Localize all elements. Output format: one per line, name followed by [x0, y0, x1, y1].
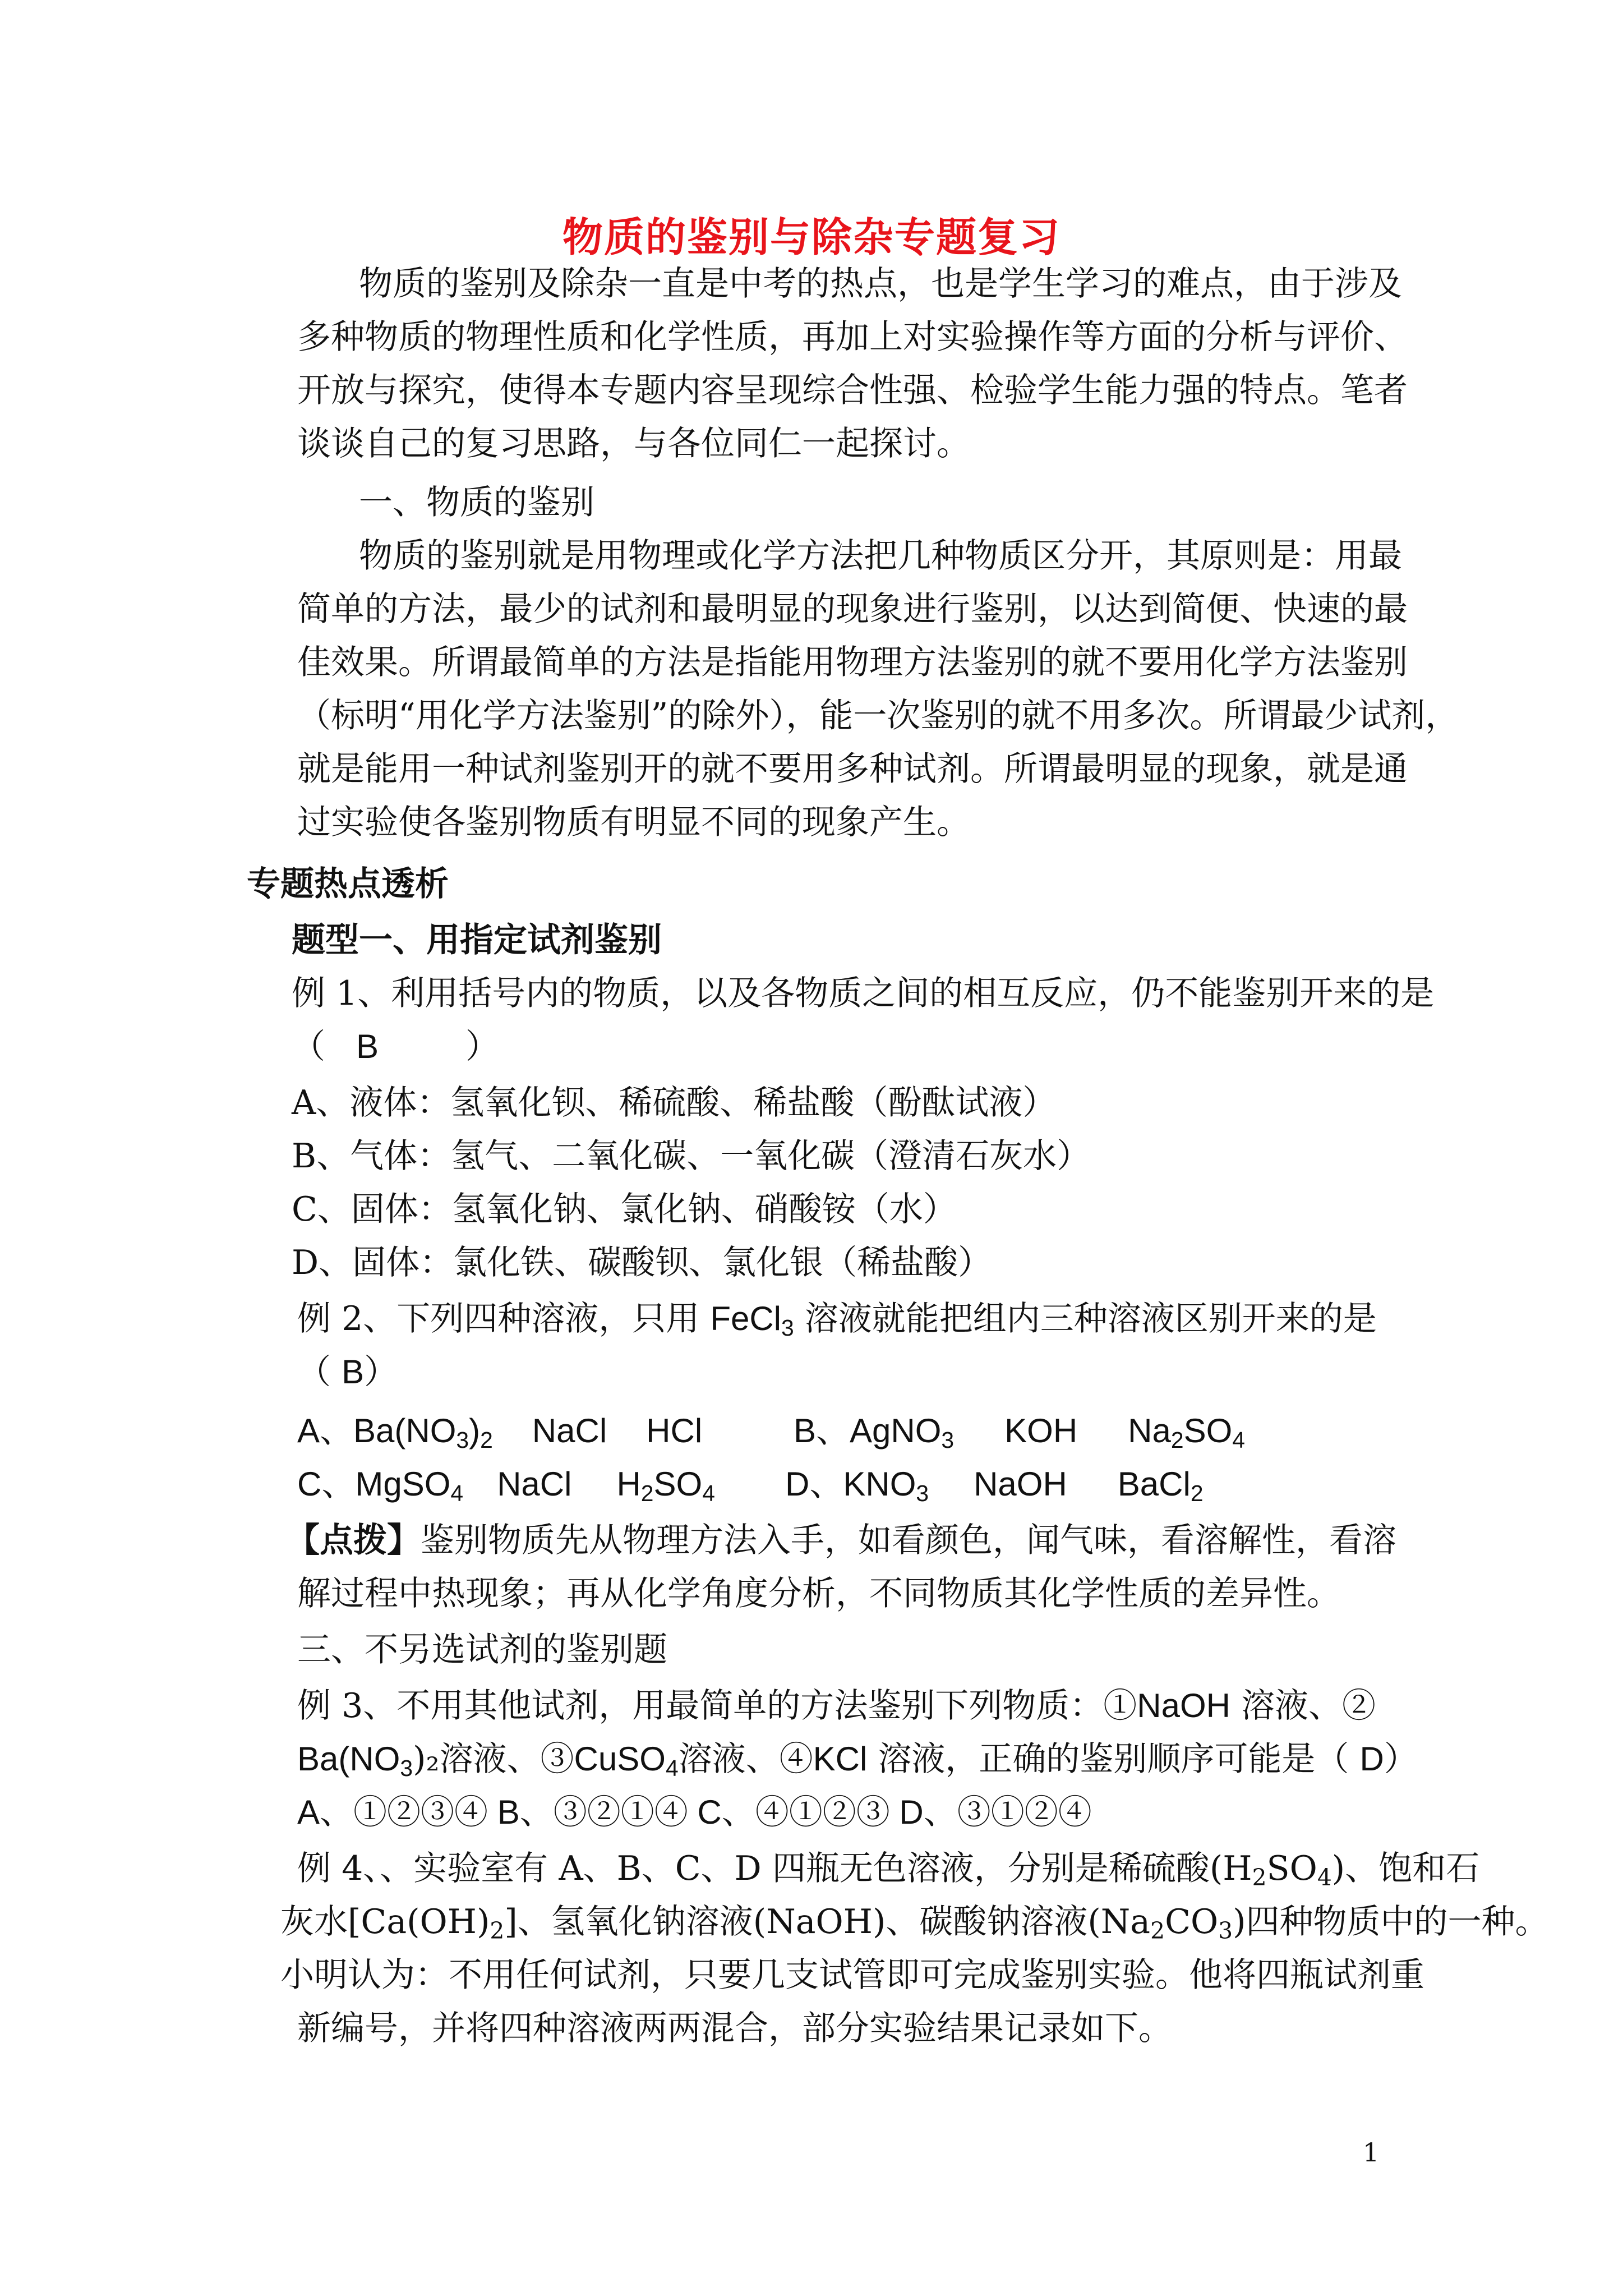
example-2-option-a: A、$Ba(NO_3)_2$ NaCl HCl — [297, 1412, 703, 1453]
question-type-1-heading: 题型一、用指定试剂鉴别 — [292, 921, 662, 960]
section1-line-3: 佳效果。所谓最简单的方法是指能用物理方法鉴别的就不要用化学方法鉴别 — [297, 643, 1408, 682]
example-1-answer: （ B ） — [292, 1027, 499, 1066]
intro-line-3: 开放与探究，使得本专题内容呈现综合性强、检验学生能力强的特点。笔者 — [297, 371, 1408, 410]
hotspot-heading: 专题热点透析 — [247, 864, 449, 904]
example-1-answer-letter: B — [356, 1028, 379, 1065]
section-heading-1: 一、物质的鉴别 — [359, 483, 594, 522]
example-3-options: A、①②③④ B、③②①④ C、④①②③ D、③①②④ — [297, 1793, 1092, 1831]
example-2-option-c: C、MgSO$_4$ NaCl $H_2SO_4$ — [297, 1465, 715, 1507]
example-2-answer: （ B） — [297, 1352, 398, 1392]
intro-line-2: 多种物质的物理性质和化学性质，再加上对实验操作等方面的分析与评价、 — [297, 318, 1408, 357]
example-1-question: 例 1、利用括号内的物质，以及各物质之间的相互反应，仍不能鉴别开来的是 — [292, 974, 1435, 1013]
example-1-option-c: C、固体：氢氧化钠、氯化钠、硝酸铵（水） — [292, 1190, 957, 1229]
example-2-option-d: D、$KNO_3$ NaOH BaCl$_2$ — [785, 1465, 1204, 1507]
tip-line-1: 【点拨】鉴别物质先从物理方法入手，如看颜色，闻气味，看溶解性，看溶 — [286, 1521, 1396, 1560]
example-4-line-3: 小明认为：不用任何试剂，只要几支试管即可完成鉴别实验。他将四瓶试剂重 — [280, 1955, 1424, 1995]
section1-line-5: 就是能用一种试剂鉴别开的就不要用多种试剂。所谓最明显的现象，就是通 — [297, 749, 1408, 789]
example-1-option-a: A、液体：氢氧化钡、稀硫酸、稀盐酸（酚酞试液） — [292, 1083, 1057, 1122]
example-4-line-1: 例 4、、实验室有 A、B、C、D 四瓶无色溶液，分别是稀硫酸$(H_2SO_4)$、饱和石 — [297, 1849, 1480, 1892]
intro-line-1: 物质的鉴别及除杂一直是中考的热点，也是学生学习的难点，由于涉及 — [359, 264, 1402, 303]
page-number: 1 — [1363, 2137, 1380, 2168]
example-1-option-b: B、气体：氢气、二氧化碳、一氧化碳（澄清石灰水） — [292, 1137, 1091, 1176]
intro-line-4: 谈谈自己的复习思路，与各位同仁一起探讨。 — [297, 424, 970, 463]
example-3-line-1: 例 3、不用其他试剂，用最简单的方法鉴别下列物质：①NaOH 溶液、② — [297, 1686, 1376, 1726]
section1-line-1: 物质的鉴别就是用物理或化学方法把几种物质区分开，其原则是：用最 — [359, 536, 1402, 576]
example-2-option-b: B、AgNO$_3$ KOH $Na_2SO_4$ — [794, 1412, 1245, 1453]
section1-line-6: 过实验使各鉴别物质有明显不同的现象产生。 — [297, 803, 970, 842]
section1-line-4: （标明“用化学方法鉴别”的除外），能一次鉴别的就不用多次。所谓最少试剂， — [297, 696, 1459, 735]
example-4-line-2: 灰水$[Ca(OH)_2]$、氢氧化钠溶液(NaOH)、碳酸钠溶液$(Na_2CO_3)$四种物质中的一种。 — [280, 1902, 1549, 1945]
formula-close-paren: ) — [469, 1412, 481, 1450]
section-heading-3: 三、不另选试剂的鉴别题 — [297, 1630, 667, 1669]
tip-line-2: 解过程中热现象；再从化学角度分析，不同物质其化学性质的差异性。 — [297, 1574, 1340, 1613]
example-3-line-2: $Ba(NO_3)_2$溶液、③CuSO$_4$溶液、④KCl 溶液，正确的鉴别顺序可能是（ D） — [297, 1740, 1418, 1782]
formula-subscript: 2 — [480, 1427, 493, 1453]
example-2-question: 例 2、下列四种溶液，只用 FeCl$_3$ 溶液就能把组内三种溶液区别开来的是 — [297, 1299, 1377, 1341]
page-title: 物质的鉴别与除杂专题复习 — [562, 214, 1061, 261]
example-4-line-4: 新编号，并将四种溶液两两混合，部分实验结果记录如下。 — [297, 2009, 1172, 2048]
section1-line-2: 简单的方法，最少的试剂和最明显的现象进行鉴别，以达到简便、快速的最 — [297, 590, 1408, 629]
example-1-option-d: D、固体：氯化铁、碳酸钡、氯化银（稀盐酸） — [292, 1243, 992, 1282]
